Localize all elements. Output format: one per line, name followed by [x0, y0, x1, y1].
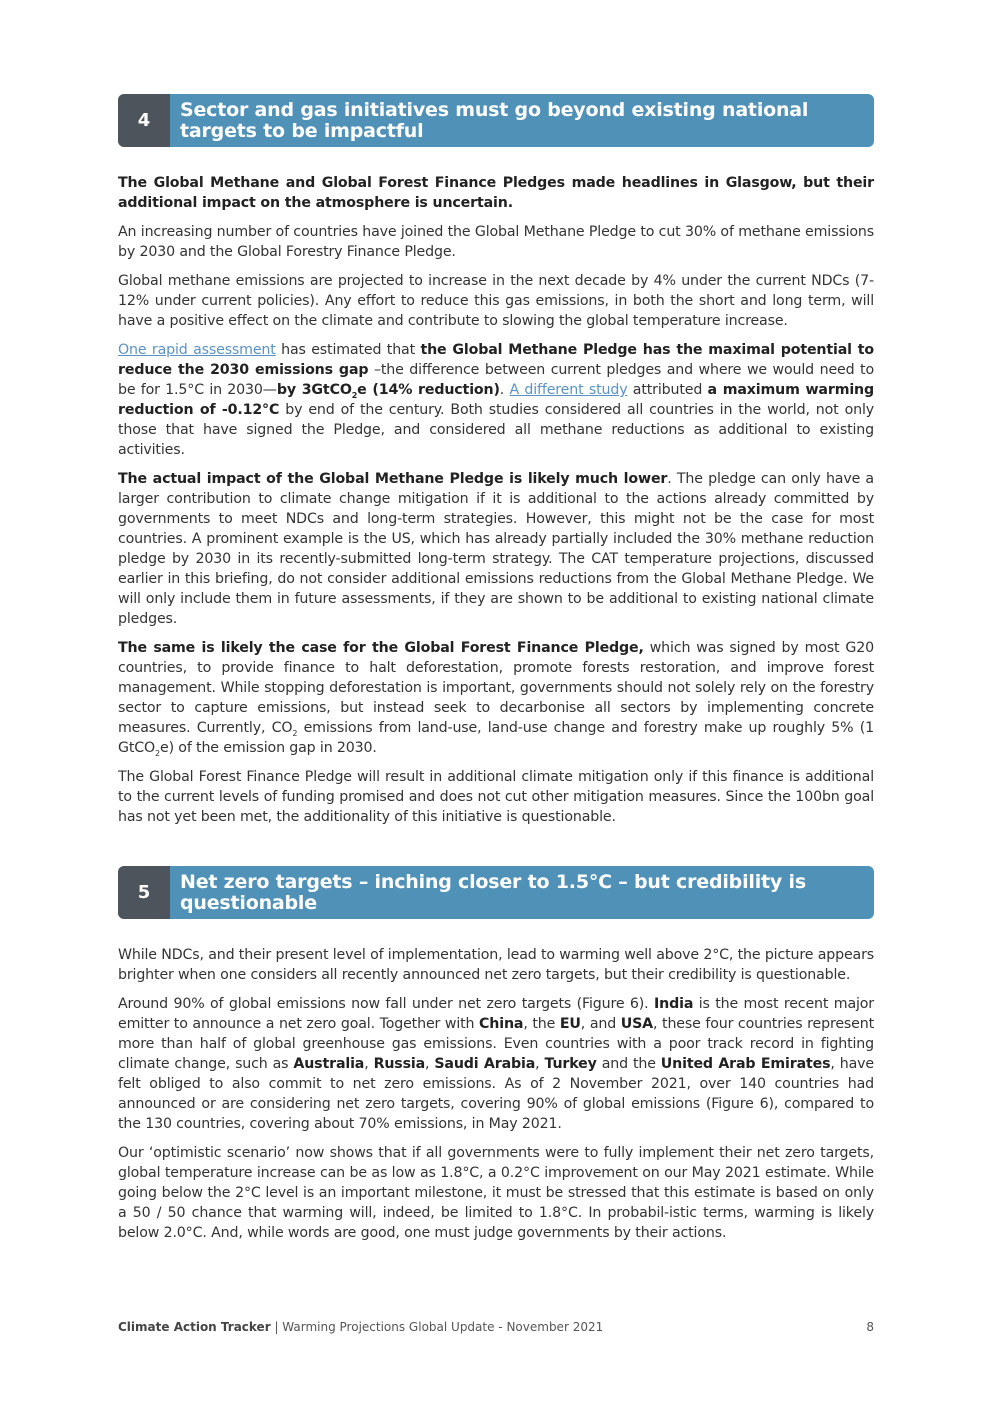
rapid-assessment-link[interactable]: One rapid assessment: [118, 342, 276, 358]
section-4-intro: The Global Methane and Global Forest Finance Pledges made headlines in Glasgow, but their additional impact on the atmosphere is uncertain.: [118, 175, 874, 211]
page-footer: [118, 1320, 874, 1334]
section-4-number: 4: [118, 94, 170, 147]
page-number: 8: [866, 1320, 874, 1334]
section-5-paragraph-2: Around 90% of global emissions now fall under net zero targets (Figure 6). India is the most recent major emitter to announce a net zero goal. Together with China, the EU, and USA, these four countries represent more than half of global greenhouse gas emissions. Even countries with a poor track record in fighting climate change, such as Australia, Russia, Saudi Arabia, Turkey and the United Arab Emirates, have felt obliged to also commit to net zero emissions. As of 2 November 2021, over 140 countries had announced or are considering net zero targets, covering 90% of global emissions (Figure 6), compared to the 130 countries, covering about 70% emissions, in May 2021.: [118, 996, 874, 1132]
section-5-header: [118, 866, 874, 919]
section-4-paragraph-1: An increasing number of countries have joined the Global Methane Pledge to cut 30% of methane emissions by 2030 and the Global Forestry Finance Pledge.: [118, 224, 874, 260]
section-5-number: 5: [118, 866, 170, 919]
section-4-header: [118, 94, 874, 147]
section-4-title: Sector and gas initiatives must go beyond existing national targets to be impactful: [170, 94, 874, 147]
section-4-paragraph-5: The same is likely the case for the Global Forest Finance Pledge, which was signed by most G20 countries, to provide finance to halt deforestation, promote forests restoration, and improve forest management. While stopping deforestation is important, governments should not solely rely on the forestry sector to capture emissions, but instead seek to decarbonise all sectors by implementing concrete measures. Currently, $CO_2$ emissions from land-use, land-use change and forestry make up roughly 5% (1 GtCO$_2$e) of the emission gap in 2030.: [118, 640, 874, 758]
section-spacer: [118, 836, 874, 866]
footer-source: Climate Action Tracker | Warming Projections Global Update - November 2021: [118, 1320, 604, 1334]
section-4-paragraph-4: The actual impact of the Global Methane Pledge is likely much lower. The pledge can only have a larger contribution to climate change mitigation if it is additional to the actions already committed by governments to meet NDCs and long-term strategies. However, this might not be the case for most countries. A prominent example is the US, which has already partially included the 30% methane reduction pledge by 2030 in its recently-submitted long-term strategy. The CAT temperature projections, discussed earlier in this briefing, do not consider additional emissions reductions from the Global Methane Pledge. We will only include them in future assessments, if they are shown to be additional to existing national climate pledges.: [118, 471, 874, 627]
section-4-paragraph-3: One rapid assessment has estimated that the Global Methane Pledge has the maximal potential to reduce the 2030 emissions gap –the difference between current pledges and where we would need to be for 1.5°C in 2030—by 3GtCO$_2$e (14% reduction). A different study attributed a maximum warming reduction of -0.12°C by end of the century. Both studies considered all countries in the world, not only those that have signed the Pledge, and considered all methane reductions as additional to existing activities.: [118, 342, 875, 458]
footer-subtitle: Warming Projections Global Update - November 2021: [282, 1320, 604, 1334]
footer-brand: Climate Action Tracker: [118, 1320, 271, 1334]
section-5-title: Net zero targets – inching closer to 1.5°C – but credibility is questionable: [170, 866, 874, 919]
different-study-link[interactable]: A different study: [509, 382, 628, 398]
section-5-paragraph-1: While NDCs, and their present level of implementation, lead to warming well above 2°C, the picture appears brighter when one considers all recently announced net zero targets, but their credibility is questionable.: [118, 947, 874, 983]
section-4-paragraph-6: The Global Forest Finance Pledge will result in additional climate mitigation only if this finance is additional to the current levels of funding promised and does not cut other mitigation measures. Since the 100bn goal has not yet been met, the additionality of this initiative is questionable.: [118, 769, 874, 825]
page-content: [118, 94, 874, 1252]
section-4-paragraph-2: Global methane emissions are projected to increase in the next decade by 4% under the current NDCs (7-12% under current policies). Any effort to reduce this gas emissions, in both the short and long term, will have a positive effect on the climate and contribute to slowing the global temperature increase.: [118, 273, 874, 329]
section-5-paragraph-3: Our ‘optimistic scenario’ now shows that if all governments were to fully implement their net zero targets, global temperature increase can be as low as 1.8°C, a 0.2°C improvement on our May 2021 estimate. While going below the 2°C level is an important milestone, it must be stressed that this estimate is based on only a 50 / 50 chance that warming will, indeed, be limited to 1.8°C. In probabil-istic terms, warming is likely below 2.0°C. And, while words are good, one must judge governments by their actions.: [118, 1145, 874, 1241]
